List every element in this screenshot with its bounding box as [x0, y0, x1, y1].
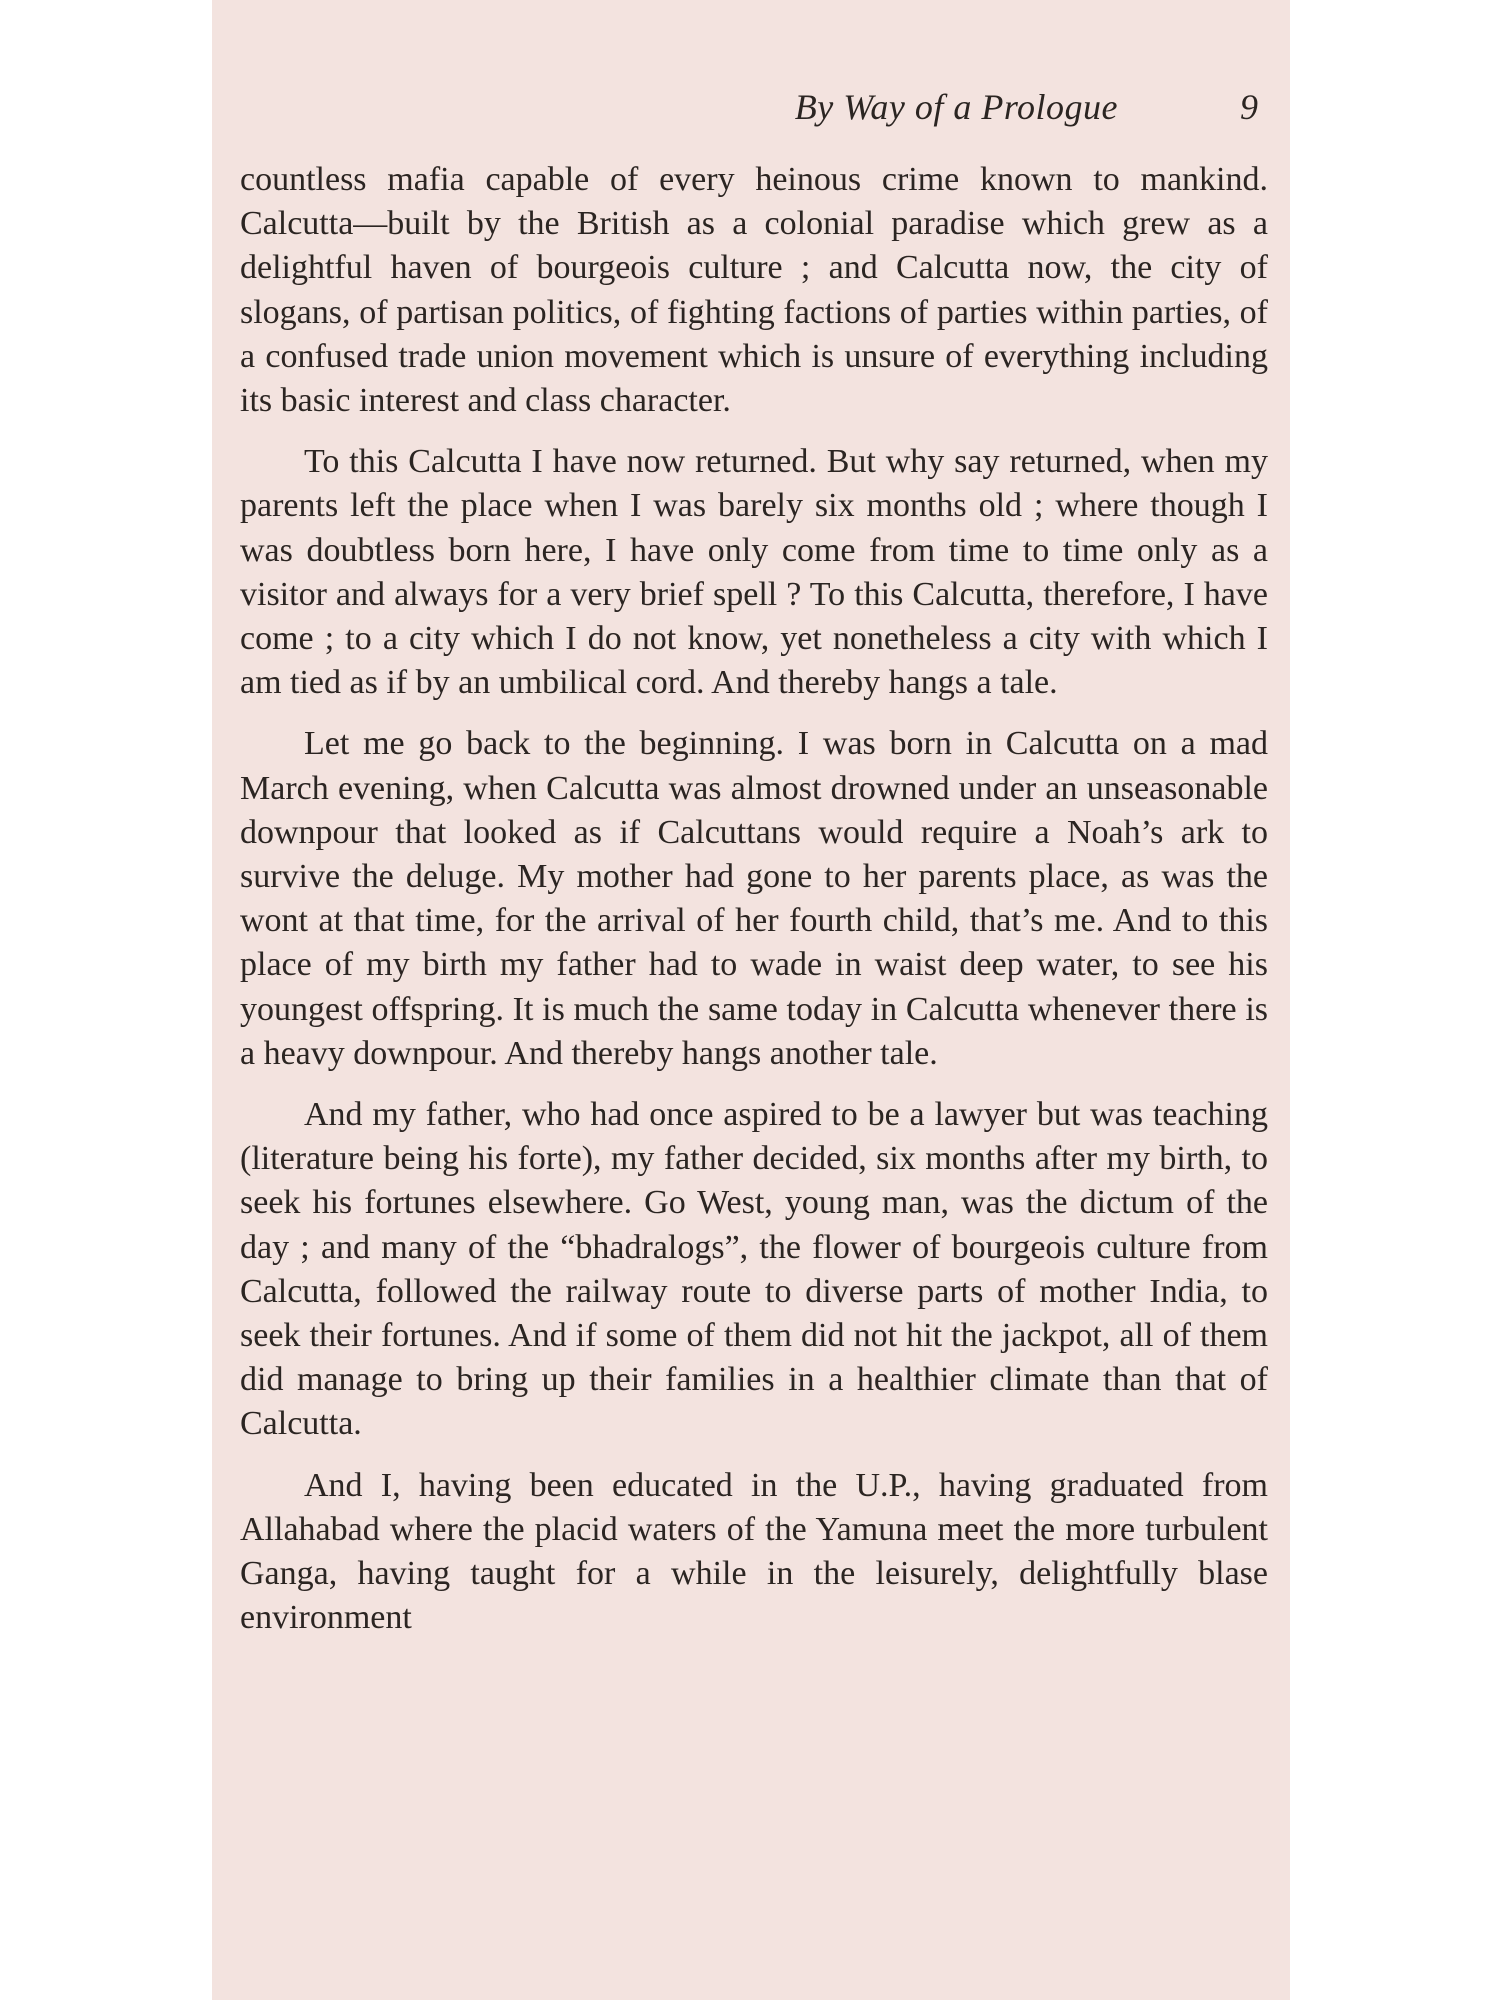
body-text	[240, 158, 1268, 1641]
page-number: 9	[1240, 87, 1258, 127]
paragraph: And my father, who had once aspired to be a lawyer but was teaching (literature being his forte), my father decided, six months after my birth, to seek his fortunes elsewhere. Go West, young man, was the dictum of the day ; and many of the “bhadralogs”, the flower of bourgeois culture from Calcutta, followed the railway route to diverse parts of mother India, to seek their fortunes. And if some of them did not hit the jackpot, all of them did manage to bring up their families in a healthier climate than that of Calcutta.	[240, 1096, 1268, 1443]
running-head	[240, 86, 1268, 134]
paragraph: To this Calcutta I have now returned. But why say returned, when my parents left the place when I was barely six months old ; where though I was doubtless born here, I have only come from time to time only as a visitor and always for a very brief spell ? To this Calcutta, therefore, I have come ; to a city which I do not know, yet nonetheless a city with which I am tied as if by an umbilical cord. And thereby hangs a tale.	[240, 443, 1268, 702]
running-title: By Way of a Prologue	[794, 87, 1118, 127]
paragraph-continued: countless mafia capable of every heinous crime known to mankind. Calcutta—built by the British as a colonial paradise which grew as a delightful haven of bourgeois culture ; and Calcutta now, the city of slogans, of partisan politics, of fighting factions of parties within parties, of a confused trade union movement which is unsure of everything including its basic interest and class character.	[240, 161, 1268, 420]
book-page	[212, 0, 1290, 2000]
paragraph: Let me go back to the beginning. I was born in Calcutta on a mad March evening, when Calcutta was almost drowned under an unseasonable downpour that looked as if Calcuttans would require a Noah’s ark to survive the deluge. My mother had gone to her parents place, as was the wont at that time, for the arrival of her fourth child, that’s me. And to this place of my birth my father had to wade in waist deep water, to see his youngest offspring. It is much the same today in Calcutta whenever there is a heavy downpour. And thereby hangs another tale.	[240, 725, 1268, 1072]
paragraph: And I, having been educated in the U.P., having graduated from Allahabad where the placid waters of the Yamuna meet the more turbulent Ganga, having taught for a while in the leisurely, delightfully blase environment	[240, 1466, 1268, 1637]
